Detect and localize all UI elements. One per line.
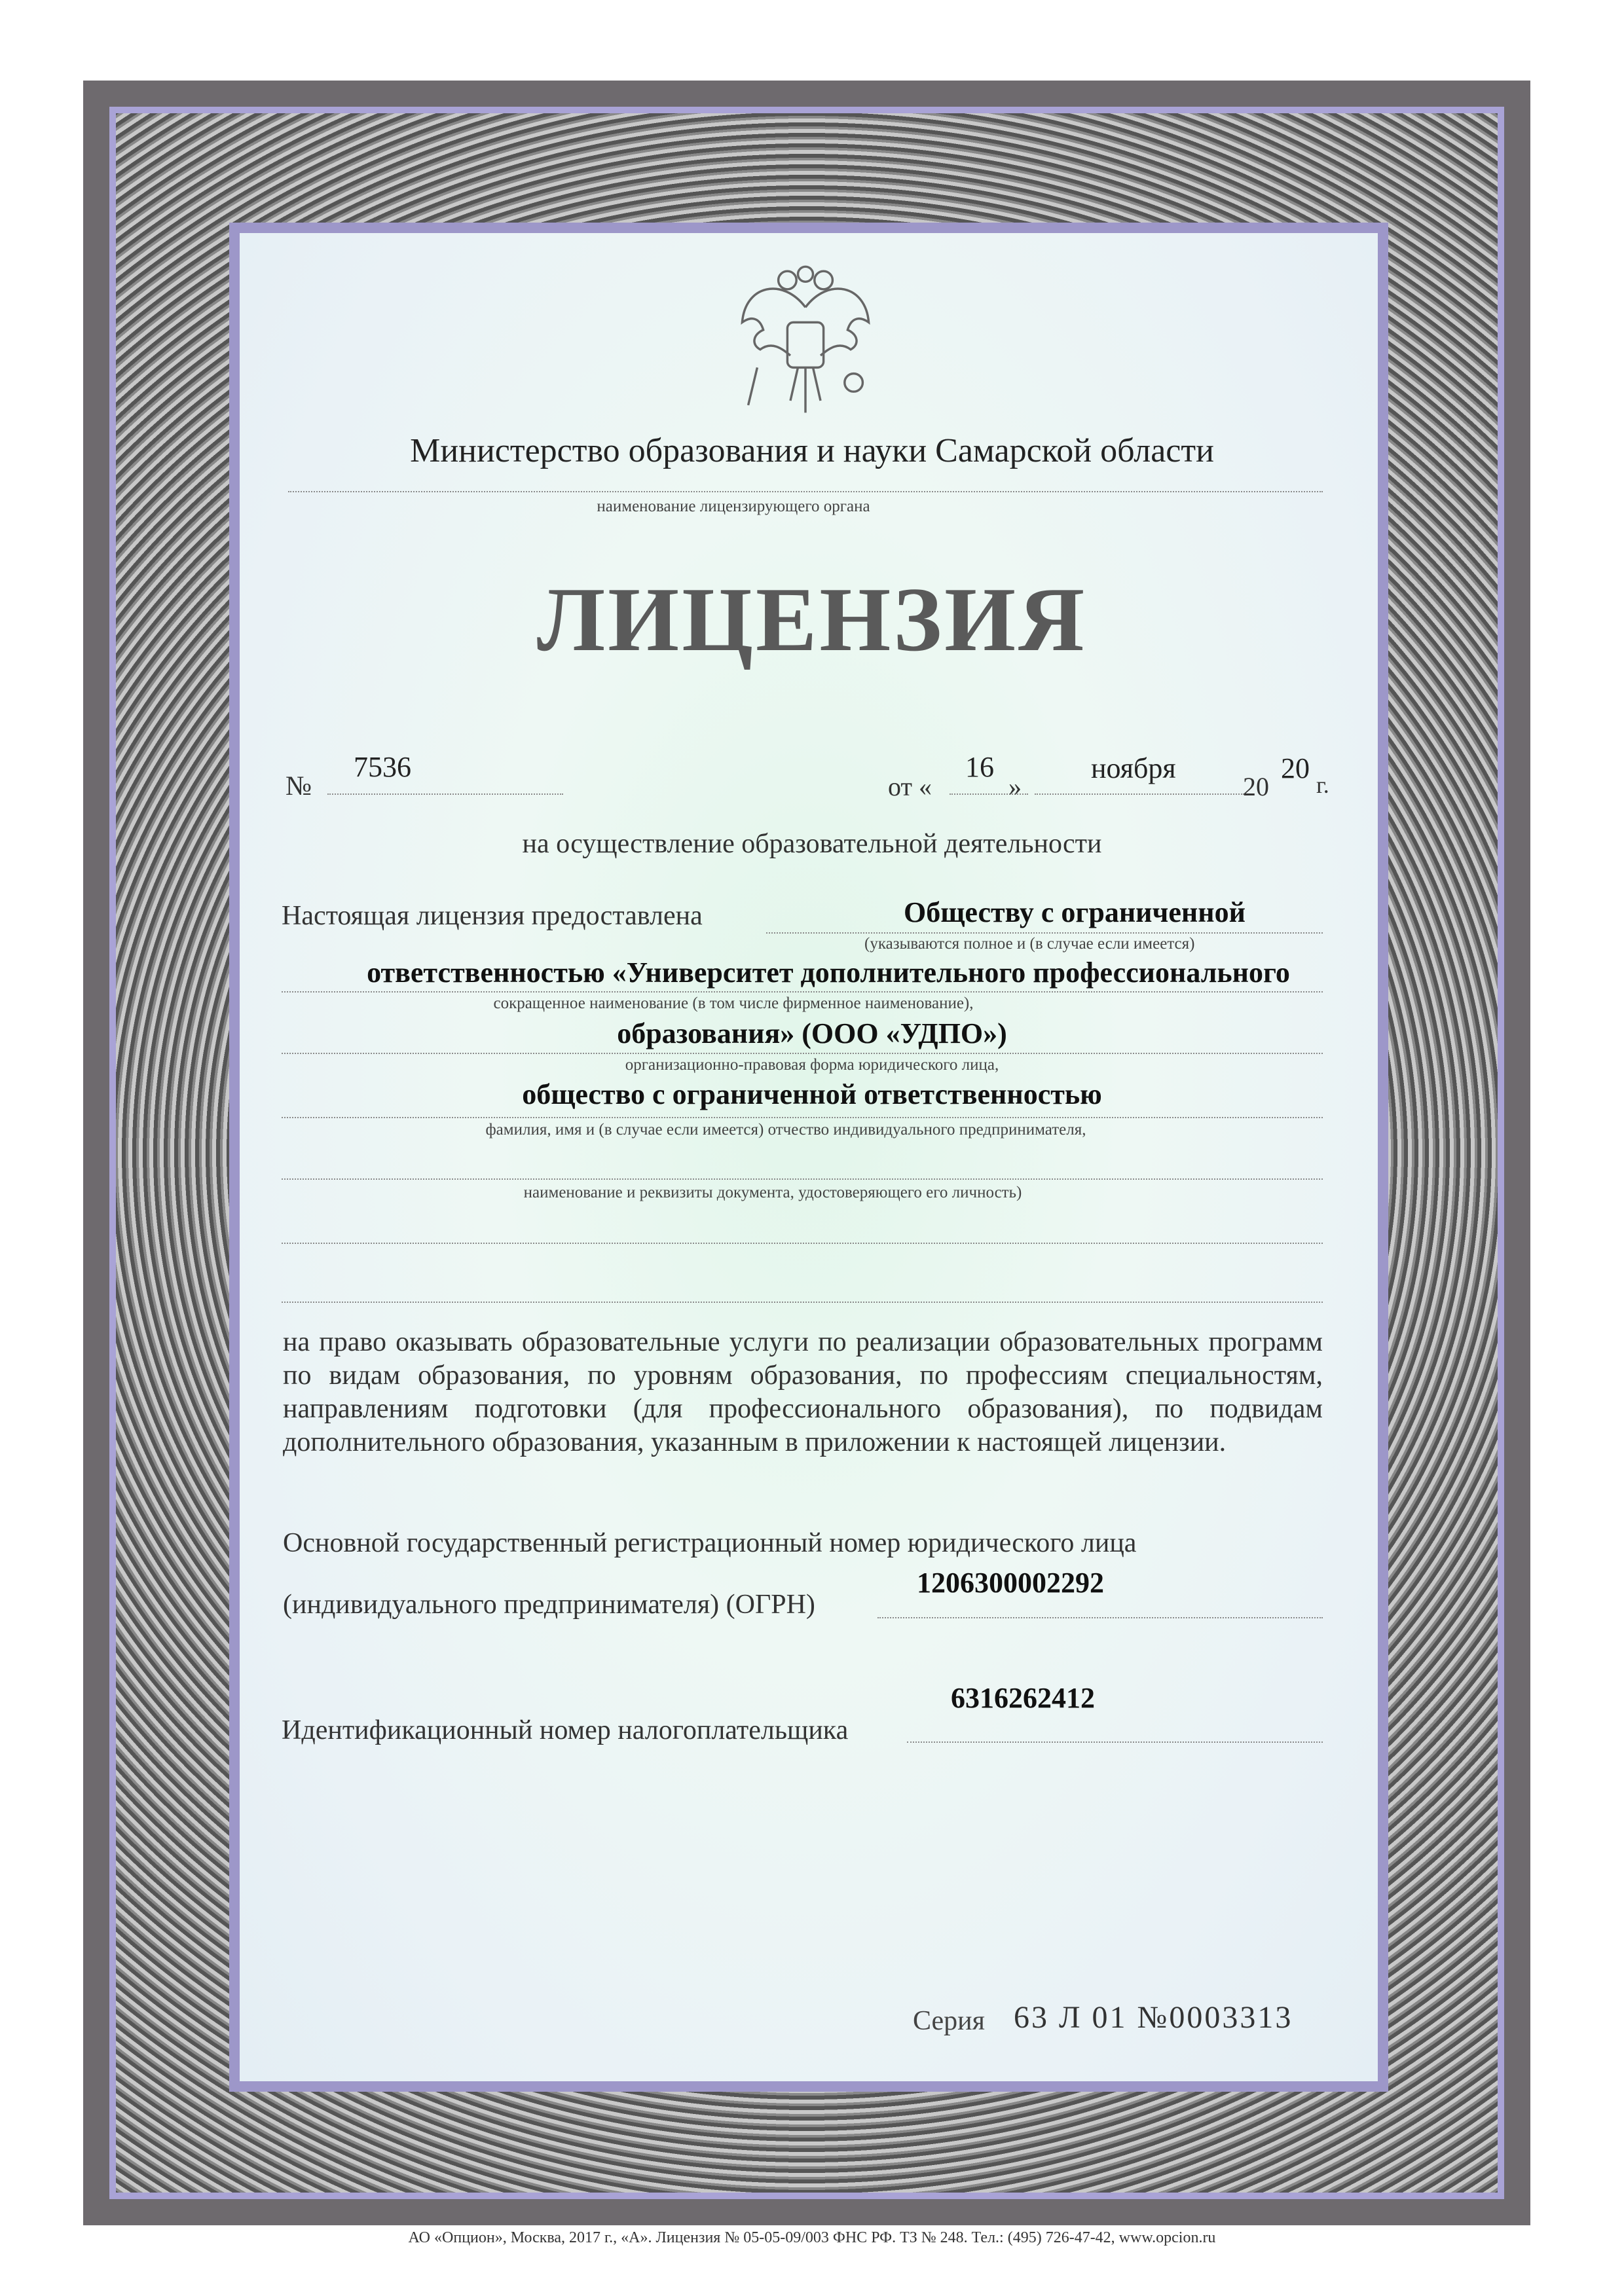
authority-name: Министерство образования и науки Самарской области <box>410 432 1214 469</box>
caption-legal-form: организационно-правовая форма юридического лица, <box>625 1056 999 1074</box>
date-month: ноября <box>1091 752 1176 784</box>
caption-full-name: (указываются полное и (в случае если имеется) <box>864 935 1195 953</box>
grantee-line-3: образования» (ООО «УДПО») <box>617 1017 1007 1049</box>
ogrn-value: 1206300002292 <box>917 1567 1104 1599</box>
year-suffix: г. <box>1316 772 1329 798</box>
series-number: 63 Л 01 №0003313 <box>1014 2000 1293 2035</box>
ogrn-label-1: Основной государственный регистрационный номер юридического лица <box>283 1528 1137 1558</box>
inn-label: Идентификационный номер налогоплательщика <box>282 1715 849 1745</box>
caption-short-name: сокращенное наименование (в том числе фирменное наименование), <box>493 994 974 1012</box>
authority-caption: наименование лицензирующего органа <box>597 498 870 515</box>
caption-entrepreneur: фамилия, имя и (в случае если имеется) отчество индивидуального предпринимателя, <box>485 1121 1086 1139</box>
date-prefix: от « <box>888 772 932 801</box>
grantee-line-2: ответственностью «Университет дополнительного профессионального <box>367 957 1290 989</box>
grantee-line-4: общество с ограниченной ответственностью <box>522 1078 1102 1110</box>
rights-paragraph: на право оказывать образовательные услуги по реализации образовательных программ по видам образования, по уровням образования, по профессиям специальностям, направлениям подготовки (для профессионального образования), по подвидам дополнительного образования, указанным в приложении к настоящей лицензии. <box>283 1327 1323 1457</box>
number-label: № <box>286 771 312 801</box>
series-label: Серия <box>913 2006 985 2036</box>
caption-identity-document: наименование и реквизиты документа, удостоверяющего его личность) <box>523 1184 1022 1201</box>
document-title: ЛИЦЕНЗИЯ <box>536 569 1088 670</box>
date-year: 20 <box>1281 752 1310 784</box>
inn-value: 6316262412 <box>951 1682 1095 1714</box>
license-number: 7536 <box>354 751 411 783</box>
ogrn-label-2: (индивидуального предпринимателя) (ОГРН) <box>283 1590 815 1620</box>
year-prefix: 20 <box>1243 772 1269 801</box>
grantee-line-1: Обществу с ограниченной <box>904 896 1246 928</box>
purpose: на осуществление образовательной деятельности <box>522 829 1102 859</box>
date-mid: » <box>1008 772 1022 801</box>
coat-of-arms-icon <box>730 262 881 419</box>
date-day: 16 <box>965 751 994 783</box>
printer-footer: АО «Опцион», Москва, 2017 г., «А». Лицензия № 05-05-09/003 ФНС РФ. ТЗ № 248. Тел.: (495) 726-47-42, www.opcion.ru <box>408 2229 1216 2246</box>
grantee-label: Настоящая лицензия предоставлена <box>282 901 703 931</box>
